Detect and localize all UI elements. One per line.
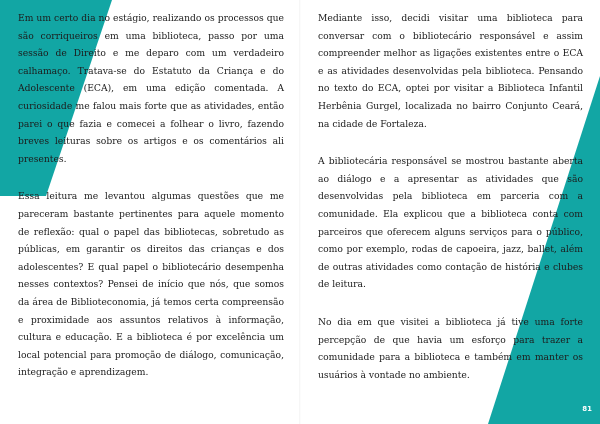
left-paragraph-2: Essa leitura me levantou algumas questões que me pareceram bastante pertinentes para aquele momento de reflexão: qual o papel das bibliotecas, sobretudo as públicas, em garantir os direitos das crianças e dos adolescentes? E qual papel o bibliotecário desempenha nesses contextos? Pensei de início que nós, que somos da área de Biblioteconomia, já temos certa compreensão e proximidade aos assuntos relativos à informação, cultura e educação. E a biblioteca é por excelência um local potencial para promoção de diálogo, comunicação, integração e aprendizagem. xyxy=(18,191,284,379)
left-paragraph-1: Em um certo dia no estágio, realizando os processos que são corriqueiros em uma biblioteca, passo por uma sessão de Direito e me deparo com um verdadeiro calhamaço. Tratava-se do Estatuto da Criança e do Adolescente (ECA), em uma edição comentada. A curiosidade me falou mais forte que as atividades, então parei o que fazia e comecei a folhear o livro, fazendo breves leituras sobre os artigos e os comentários ali presentes. xyxy=(18,13,284,165)
right-paragraph-1: Mediante isso, decidi visitar uma biblioteca para conversar com o bibliotecário responsável e assim compreender melhor as ligações existentes entre o ECA e as atividades desenvolvidas pela biblioteca. Pensando no texto do ECA, optei por visitar a Biblioteca Infantil Herbênia Gurgel, localizada no bairro Conjunto Ceará, na cidade de Fortaleza. xyxy=(318,13,583,130)
right-text-column xyxy=(318,10,583,404)
right-paragraph-3: No dia em que visitei a biblioteca já tive uma forte percepção de que havia um esforço para trazer a comunidade para a biblioteca e também em manter os usuários à vontade no ambiente. xyxy=(318,316,583,381)
left-text-column xyxy=(18,10,284,402)
right-page xyxy=(300,0,600,424)
page-number: 81 xyxy=(582,405,592,413)
right-paragraph-2: A bibliotecária responsável se mostrou bastante aberta ao diálogo e a apresentar as atividades que são desenvolvidas pela biblioteca em parceria com a comunidade. Ela explicou que a biblioteca conta com parceiros que oferecem alguns serviços para o público, como por exemplo, rodas de capoeira, jazz, ballet, além de outras atividades como contação de história e clubes de leitura. xyxy=(318,156,583,291)
